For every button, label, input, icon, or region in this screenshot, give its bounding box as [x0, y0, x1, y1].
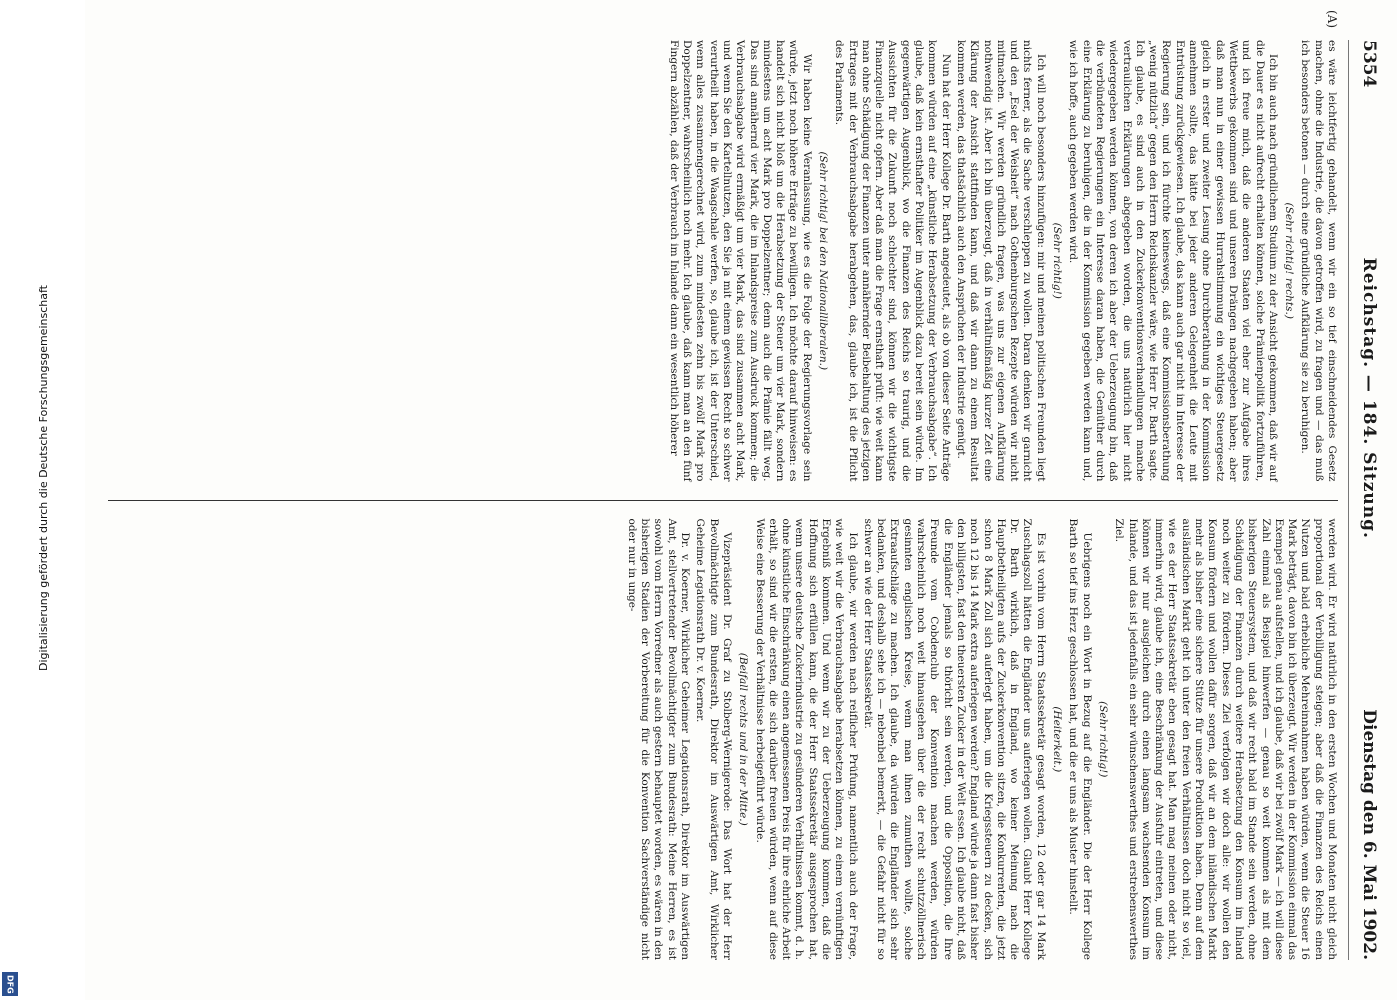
paragraph: es wäre leichtfertig gehandelt, wenn wir ein so tief einschneidendes Gesetz machen, ohne die Industrie, die davon getroffen wird, zu fragen und — das muß ich besonders betonen — durch eine gründliche Aufklärung sie zu beruhigen. — [1299, 40, 1338, 482]
page-header — [1348, 40, 1379, 960]
paragraph: Wir haben keine Veranlassung, wie es die Folge der Regierungsvorlage sein würde, jetzt noch höhere Erträge zu bewilligen. Ich möchte darauf hinweisen: es handelt sich nicht bloß um die Herabsetzung der Steuer um vier Mark, sondern mindestens um acht Mark pro Doppelzentner; denn auch die Prämie fällt weg. Das sind annähernd vier Mark, die im Inlandspreise zum Ausdruck kommen; die Verbrauchsabgabe wird ermäßigt um vier Mark, das sind zusammen acht Mark, und wenn Sie den Kartellnutzen, den Sie ja mit einem gewissen Recht so schwer verurtheilt haben, in die Waagschale werfen, so, glaube ich, ist der Unterschied, wenn alles zusammengerechnet wird, zum mindesten zehn bis zwölf Mark pro Doppelzentner, wahrscheinlich noch mehr. Ich glaube, daß kann man an den fünf Fingern abzählen, daß der Verbrauch im Inlande dann ein wesentlich höherer — [667, 40, 813, 482]
text-columns — [108, 10, 1339, 960]
right-column — [108, 519, 1338, 961]
interjection: (Sehr richtig!) — [1051, 222, 1064, 299]
interjection: (Beifall rechts und in der Mitte.) — [737, 652, 750, 826]
paragraph: Ich will noch besonders hinzufügen: mir und meinen politischen Freunden liegt nichts ferner, als die Sache verschleppen zu wollen. Daran denken wir garnicht und den „Esel der Weisheit“ nach Gothenburgschen Rezepte würden wir nicht mitmachen. Wir werden gründlich fragen, was uns zur eigenen Aufklärung nothwendig ist. Aber ich bin überzeugt, daß in verhältnißmäßig kurzer Zeit eine Klärung der Ansicht stattfinden kann, und daß wir dann zu einem Resultat kommen werden, das thatsächlich auch den Ansprüchen der Industrie genügt. — [954, 40, 1047, 482]
paragraph: Ich bin auch nach gründlichem Studium zu der Ansicht gekommen, daß wir auf die Dauer es nicht aufrecht erhalten können, solche Prämienpolitik fortzuführen, und ich freue mich, daß die anderen Staaten viel eher zur Aufgabe ihres Wettbewerbs gekommen sind und unseren Drängen nachgegeben haben; aber daß man nun in einer gewissen Hurrahstimmung ein wichtiges Steuergesetz gleich in erster und zweiter Lesung ohne Durchberathung in der Kommission annehmen sollte, das hätte bei jeder anderen Gelegenheit die Leute mit Entrüstung zurückgewiesen. Ich glaube, das kann auch gar nicht im Interesse der Regierung sein, und ich fürchte keineswegs, daß eine Kommissionsberathung „wenig nützlich“ gegen den Herrn Reichskanzler wäre, wie Herr Dr. Barth sagte. Ich glaube, es sind auch in den Zuckerkonventionsverhandlungen manche vertraulichen Erklärungen abgegeben worden, die uns natürlich hier nicht wiedergegeben werden können, von deren ich aber der Ueberzeugung bin, daß die verbündeten Regierungen ein Interesse daran haben, die Gemüther durch eine Erklärung zu beruhigen, die in der Kommission gegeben werden kann und, wie ich hoffe, auch gegeben werden wird. — [1067, 40, 1279, 482]
paragraph: Vizepräsident Dr. Graf zu Stolberg-Wernigerode: Das Wort hat der Herr Bevollmächtigte zum Bundesrath, Direktor im Auswärtigen Amt, Wirklicher Geheime Legationsrath Dr. v. Koerner. — [694, 518, 733, 960]
paragraph: Uebrigens noch ein Wort in Bezug auf die Engländer. Die der Herr Kollege Barth so tief ins Herz geschlossen hat, und die er uns als Muster hinstellt. — [1067, 518, 1093, 960]
footer-strip — [0, 0, 85, 1000]
interjection: (Sehr richtig!) — [1096, 701, 1109, 778]
paragraph: werden wird. Er wird natürlich in den ersten Wochen und Monaten nicht gleich proportional der Verbilligung steigen; aber daß die Finanzen des Reichs einen Nutzen und bald erhebliche Mehreinnahmen haben würden, wenn die Steuer 16 Mark beträgt, davon bin ich überzeugt. Wir werden in der Kommission einmal das Exempel genau aufstellen, und ich glaube, daß wir bei zwölf Mark — ich will diese Zahl einmal als Beispiel hinwerfen — genau so weit kommen als mit dem bisherigen Steuersystem, und daß wir recht bald im Stande sein werden, ohne Schädigung der Finanzen durch weitere Herabsetzung den Konsum im Inland noch weiter zu fördern. Dieses Ziel verfolgen wir doch alle: wir wollen den Konsum fördern und wollen dafür sorgen, daß wir an dem inländischen Markt mehr als bisher eine sichere Stütze für unsere Produktion haben. Denn auf dem ausländischen Markt geht ich unter den freien Verhältnissen doch nicht so viel, wie es der Herr Staatssekretär eben gesagt hat. Man mag meinen oder nicht, immerhin wird, glaube ich, eine Beschränkung der Ausfuhr eintreten, und diese können wir nur ausgleichen durch einen langsam wachsenden Konsum im Inlande, und das ist jedenfalls ein sehr wünschenswerthes und erstrebenswerthes Ziel. — [1113, 518, 1338, 960]
paragraph: Ich glaube, wir werden nach reiflicher Prüfung, namentlich auch der Frage, wie weit wir die Verbrauchsabgabe herabsetzen können, zu einem vernünftigen Ergebniß kommen. Und wenn wir zu der Ueberzeugung kommen, daß die Hoffnung sich erfüllen kann, die der Herr Staatssekretär ausgesprochen hat, wenn unsere deutsche Zuckerindustrie zu gesünderen Verhältnissen kommt, d. h. ohne künstliche Einschränkung einen angemessenen Preis für ihre ehrliche Arbeit erhält, so sind wir die ersten, die sich darüber freuen würden, wenn auf diese Weise eine Besserung der Verhältnisse herbeigeführt würde. — [753, 518, 859, 960]
left-column — [108, 10, 1339, 482]
interjection: (Sehr richtig! bei den Nationalliberalen.) — [817, 151, 830, 371]
paragraph: Nun hat der Herr Kollege Dr. Barth angedeutet, als ob von dieser Seite Anträge kommen würden auf eine „künstliche Herabsetzung der Verbrauchsabgabe“. Ich glaube, daß kein ernsthafter Politiker im Augenblick dazu bereit sein würde. Im gegenwärtigen Augenblick, wo die Finanzen des Reichs so traurig, und die Aussichten für die Zukunft noch schlechter sind, können wir die wichtigste Finanzquelle nicht opfern. Aber daß man die Frage ernsthaft prüft: wie weit kann man ohne Schädigung der Finanzen unter annähernder Beibehaltung des jetzigen Ertrages mit der Verbrauchsabgabe herabgehen, das, glaube ich, ist die Pflicht des Parlaments. — [833, 40, 952, 482]
document-page — [85, 0, 1397, 1000]
interjection: (Heiterkeit.) — [1051, 706, 1064, 773]
dfg-logo: DFG — [2, 972, 18, 996]
session-date: Dienstag den 6. Mai 1902. — [1359, 709, 1379, 960]
paragraph: Dr. v. Koerner, Wirklicher Geheimer Legationsrath, Direktor im Auswärtigen Amt, stellvertretender Bevollmächtigter zum Bundesrath: Meine Herren, es ist sowohl vom Herrn Vorredner als auch gestern behauptet worden, es wären in den bisherigen Stadien der Vorbereitung für die Konvention Sachverständige nicht oder nur in unge- — [625, 518, 692, 960]
margin-mark-a: (A) — [1325, 10, 1339, 29]
funding-note: Digitalisierung gefördert durch die Deutsche Forschungsgemeinschaft — [37, 285, 50, 671]
interjection: (Sehr richtig! rechts.) — [1283, 202, 1296, 319]
column-divider — [108, 500, 1338, 501]
page-number: 5354 — [1359, 40, 1379, 88]
session-title: Reichstag. — 184. Sitzung. — [1359, 257, 1379, 539]
paragraph: Es ist vorhin vom Herrn Staatssekretär gesagt worden, 12 oder gar 14 Mark Zuschlagszoll hätten die Engländer uns auferlegen wollen. Glaubt Herr Kollege Dr. Barth wirklich, daß in England, wo keiner Meinung nach die Hauptbetheiligten aufs der Zuckerkonvention sitzen, die Konkurrenten, die jetzt schon 8 Mark Zoll sich auferlegt haben, um die Kriegssteuern zu decken, sich noch 12 bis 14 Mark extra auferlegen werden? England würde ja dann fast bisher den billigsten, fast den theuersten Zucker in der Welt essen. Ich glaube nicht, daß die Engländer jemals so thöricht sein werden, und die Opposition, die Ihre Freunde vom Cobdenclub der Konvention machen werden, würden wahrscheinlich noch weit hinausgehen über die der recht schutzzöllnerisch gesinnten englischen Kreise, wenn man ihnen zumuthen wollte, solche Extraaufschläge zu machen. Ich glaube, da würden die Engländer sich sehr bedanken, und deshalb sehe ich — nebenbei bemerkt, — die Gefahr nicht für so schwer an wie der Herr Staatssekretär. — [861, 518, 1047, 960]
